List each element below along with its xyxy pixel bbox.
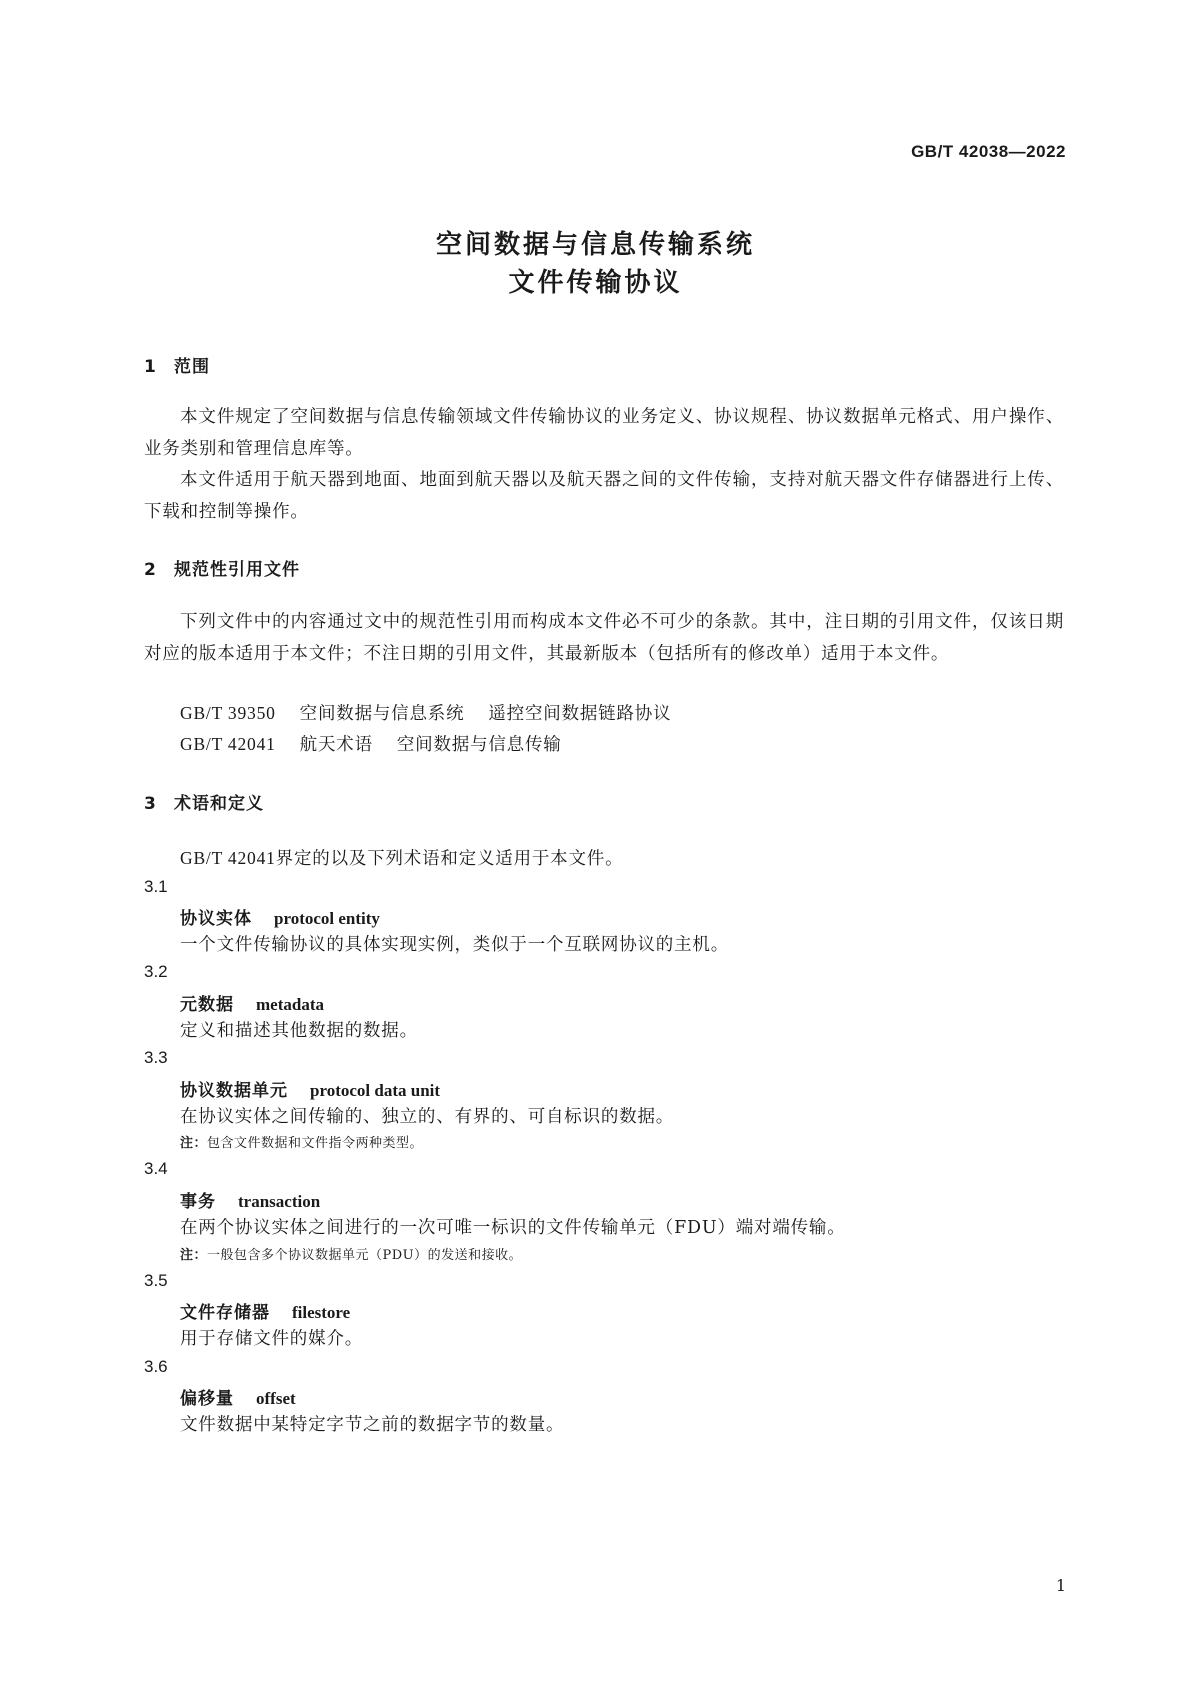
term-en: offset	[256, 1389, 296, 1408]
term-zh: 协议实体	[180, 909, 252, 929]
term-number: 3.3	[144, 1048, 168, 1067]
document-title-line2: 文件传输协议	[508, 268, 683, 298]
intro-text: 界定的以及下列术语和定义适用于本文件。	[275, 849, 624, 869]
paragraph: 本文件适用于航天器到地面、地面到航天器以及航天器之间的文件传输，支持对航天器文件存储器进行上传、下载和控制等操作。	[144, 470, 1064, 522]
section-heading-terms-definitions	[144, 789, 264, 814]
terms-intro	[180, 845, 623, 870]
term-en: protocol entity	[274, 909, 380, 928]
section-title: 术语和定义	[174, 794, 264, 814]
note-text: 一般包含多个协议数据单元（PDU）的发送和接收。	[207, 1248, 523, 1263]
section-number: 1	[144, 357, 157, 377]
reference-subtitle: 空间数据与信息传输	[396, 735, 562, 755]
term-number: 3.1	[144, 877, 168, 896]
term-name	[180, 904, 380, 929]
term-name	[180, 990, 324, 1015]
reference-item	[180, 700, 671, 725]
reference-item	[180, 731, 562, 756]
term-name	[180, 1384, 296, 1409]
term-en: filestore	[292, 1303, 351, 1322]
paragraph: 本文件规定了空间数据与信息传输领域文件传输协议的业务定义、协议规程、协议数据单元格式、用户操作、业务类别和管理信息库等。	[144, 407, 1064, 459]
standard-code: GB/T 42038—2022	[911, 142, 1066, 161]
term-zh: 协议数据单元	[180, 1081, 288, 1101]
section-title: 范围	[174, 357, 210, 377]
reference-title: 空间数据与信息系统	[299, 704, 465, 724]
term-en: protocol data unit	[310, 1081, 441, 1100]
term-number: 3.5	[144, 1271, 168, 1290]
term-zh: 偏移量	[180, 1389, 234, 1409]
term-definition: 在协议实体之间传输的、独立的、有界的、可自标识的数据。	[180, 1107, 675, 1127]
term-definition: 文件数据中某特定字节之前的数据字节的数量。	[180, 1415, 565, 1435]
term-definition: 一个文件传输协议的具体实现实例，类似于一个互联网协议的主机。	[180, 935, 729, 955]
section-title: 规范性引用文件	[174, 560, 300, 580]
reference-code: GB/T 39350	[180, 703, 276, 723]
term-number: 3.2	[144, 962, 168, 981]
term-number: 3.4	[144, 1159, 168, 1178]
page-number: 1	[1055, 1576, 1066, 1595]
term-definition: 定义和描述其他数据的数据。	[180, 1021, 418, 1041]
section-number: 3	[144, 794, 157, 814]
term-note	[180, 1132, 423, 1151]
term-note	[180, 1244, 522, 1263]
reference-title: 航天术语	[299, 735, 373, 755]
intro-reference-code: GB/T 42041	[180, 848, 276, 868]
term-en: transaction	[238, 1192, 321, 1211]
term-name	[180, 1298, 350, 1323]
term-en: metadata	[256, 995, 324, 1014]
note-text: 包含文件数据和文件指令两种类型。	[207, 1136, 424, 1151]
note-label: 注：	[180, 1248, 208, 1263]
term-name	[180, 1076, 440, 1101]
term-number: 3.6	[144, 1357, 168, 1376]
section-heading-normative-references	[144, 555, 300, 580]
term-zh: 元数据	[180, 995, 234, 1015]
reference-subtitle: 遥控空间数据链路协议	[488, 704, 672, 724]
term-definition: 在两个协议实体之间进行的一次可唯一标识的文件传输单元（FDU）端对端传输。	[180, 1218, 846, 1238]
term-zh: 事务	[180, 1192, 216, 1212]
section-number: 2	[144, 560, 157, 580]
paragraph: 下列文件中的内容通过文中的规范性引用而构成本文件必不可少的条款。其中，注日期的引用文件，仅该日期对应的版本适用于本文件；不注日期的引用文件，其最新版本（包括所有的修改单）适用于本文件。	[144, 612, 1064, 664]
document-title-line1: 空间数据与信息传输系统	[435, 230, 755, 260]
term-name	[180, 1187, 320, 1212]
reference-code: GB/T 42041	[180, 734, 276, 754]
section-heading-scope	[144, 352, 210, 377]
term-zh: 文件存储器	[180, 1303, 270, 1323]
term-definition: 用于存储文件的媒介。	[180, 1329, 363, 1349]
note-label: 注：	[180, 1136, 208, 1151]
